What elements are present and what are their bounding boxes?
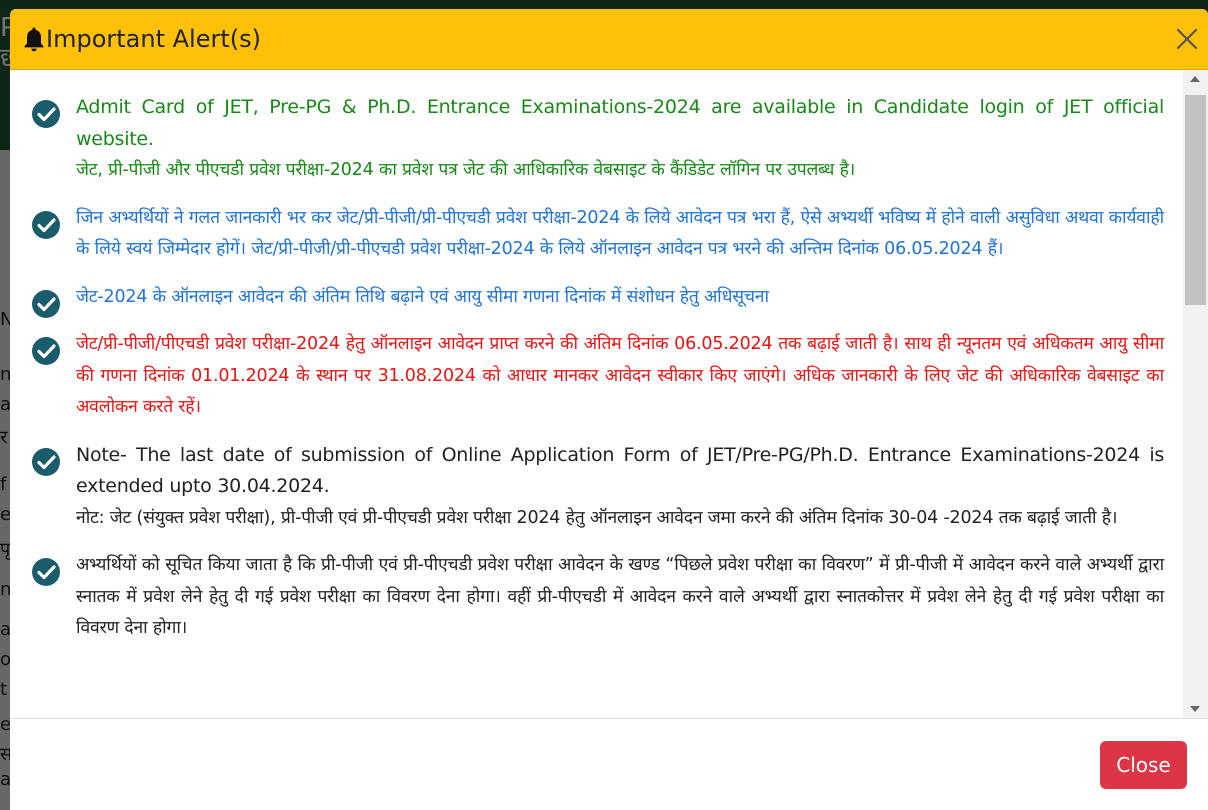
close-button[interactable]: Close bbox=[1100, 741, 1187, 789]
modal-body[interactable] bbox=[10, 70, 1208, 718]
alert-text: Note- The last date of submission of Online Application Form of JET/Pre-PG/Ph.D. Entrance Examinations-2024 is extended upto 30.04.2024. bbox=[76, 443, 1164, 497]
check-circle-icon bbox=[30, 446, 62, 478]
modal-footer bbox=[10, 718, 1208, 810]
bell-icon bbox=[23, 26, 45, 52]
alert-item bbox=[10, 92, 1180, 187]
important-alerts-modal bbox=[10, 9, 1208, 810]
check-circle-icon bbox=[30, 335, 62, 367]
scroll-down-arrow-icon[interactable] bbox=[1190, 706, 1200, 712]
alert-list bbox=[10, 92, 1180, 661]
alert-item bbox=[10, 550, 1180, 645]
alert-text: जेट, प्री-पीजी और पीएचडी प्रवेश परीक्षा-2024 का प्रवेश पत्र जेट की आधिकारिक वेबसाइट के कैंडिडेट लॉगिन पर उपलब्ध है। bbox=[76, 160, 856, 180]
modal-header bbox=[10, 9, 1208, 70]
scroll-up-arrow-icon[interactable] bbox=[1190, 76, 1200, 82]
alert-item bbox=[10, 203, 1180, 266]
alert-text: जेट-2024 के ऑनलाइन आवेदन की अंतिम तिथि बढ़ाने एवं आयु सीमा गणना दिनांक में संशोधन हेतु अधिसूचना bbox=[76, 286, 769, 307]
scrollbar[interactable] bbox=[1183, 70, 1208, 718]
close-icon[interactable] bbox=[1173, 25, 1201, 53]
check-circle-icon bbox=[30, 98, 62, 130]
check-circle-icon bbox=[30, 556, 62, 588]
alert-text: नोट: जेट (संयुक्त प्रवेश परीक्षा), प्री-पीजी एवं प्री-पीएचडी प्रवेश परीक्षा 2024 हेतु ऑनलाइन आवेदन जमा करने की अंतिम दिनांक 30-04 -2024 तक बढ़ाई जाती है। bbox=[76, 507, 1118, 528]
alert-text: जेट/प्री-पीजी/पीएचडी प्रवेश परीक्षा-2024 हेतु ऑनलाइन आवेदन प्राप्त करने की अंतिम दिनांक 06.05.2024 तक बढ़ाई जाती है। साथ ही न्यूनतम एवं अधिकतम आयु सीमा की गणना दिनांक 01.01.2024 के स्थान पर 31.08.2024 को आधार मानकर आवेदन स्वीकार किए जाएंगे। अधिक जानकारी के लिए जेट की अधिकारिक वेबसाइट का अवलोकन करते रहें। bbox=[76, 334, 1164, 417]
scroll-thumb[interactable] bbox=[1185, 95, 1206, 305]
alert-text: जिन अभ्यर्थियों ने गलत जानकारी भर कर जेट/प्री-पीजी/प्री-पीएचडी प्रवेश परीक्षा-2024 के लिये आवेदन पत्र भरा हैं, ऐसे अभ्यर्थी भविष्य में होने वाली असुविधा अथवा कार्यवाही के लिये स्वयं जिम्मेदार होगें। जेट/प्री-पीजी/प्री-पीएचडी प्रवेश परीक्षा-2024 के लिये ऑनलाइन आवेदन पत्र भरने की अन्तिम दिनांक 06.05.2024 हैं। bbox=[76, 207, 1164, 259]
modal-title: Important Alert(s) bbox=[46, 25, 261, 53]
alert-item bbox=[10, 329, 1180, 424]
check-circle-icon bbox=[30, 209, 62, 241]
alert-item bbox=[10, 282, 1180, 314]
alert-text: Admit Card of JET, Pre-PG & Ph.D. Entrance Examinations-2024 are available in Candidate login of JET official website. bbox=[76, 96, 1164, 150]
alert-text: अभ्यर्थियों को सूचित किया जाता है कि प्री-पीजी एवं प्री-पीएचडी प्रवेश परीक्षा आवेदन के खण्ड “पिछले प्रवेश परीक्षा का विवरण” में प्री-पीजी में आवेदन करने वाले अभ्यर्थी द्वारा स्नातक में प्रवेश लेने हेतु दी गई प्रवेश परीक्षा का विवरण देना होगा। वहीं प्री-पीएचडी में आवेदन करने वाले अभ्यर्थी द्वारा स्नातकोत्तर में प्रवेश लेने हेतु दी गई प्रवेश परीक्षा का विवरण देना होगा। bbox=[76, 555, 1164, 638]
check-circle-icon bbox=[30, 288, 62, 320]
alert-item bbox=[10, 440, 1180, 535]
